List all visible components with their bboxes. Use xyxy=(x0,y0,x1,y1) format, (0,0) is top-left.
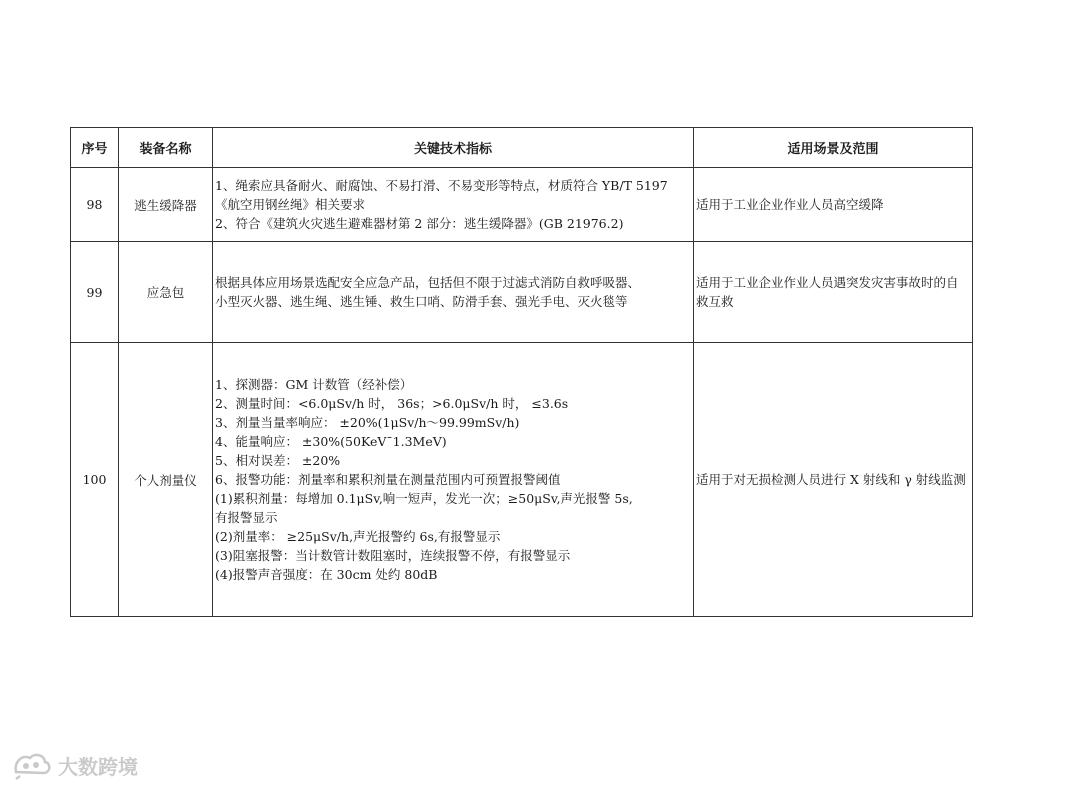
watermark-text: 大数跨境 xyxy=(58,754,138,779)
brand-logo-icon xyxy=(12,750,52,780)
spec-line: 小型灭火器、逃生绳、逃生锤、救生口哨、防滑手套、强光手电、灭火毯等 xyxy=(215,294,628,309)
header-scope: 适用场景及范围 xyxy=(694,128,973,168)
equipment-name: 应急包 xyxy=(119,242,213,343)
spec-line: 3、剂量当量率响应： ±20%(1μSv/h～99.99mSv/h) xyxy=(215,415,520,430)
spec-line: (3)阻塞报警：当计数管计数阻塞时，连续报警不停，有报警显示 xyxy=(215,548,571,563)
equipment-name: 逃生缓降器 xyxy=(119,168,213,242)
table-row xyxy=(71,168,973,242)
scope-cell: 适用于工业企业作业人员遇突发灾害事故时的自救互救 xyxy=(694,242,973,343)
spec-line: 有报警显示 xyxy=(215,510,278,525)
scope-cell: 适用于对无损检测人员进行 X 射线和 γ 射线监测 xyxy=(694,343,973,617)
spec-line: 1、绳索应具备耐火、耐腐蚀、不易打滑、不易变形等特点，材质符合 YB/T 5197 xyxy=(215,178,668,193)
header-key-specs: 关键技术指标 xyxy=(213,128,694,168)
spec-cell xyxy=(213,168,694,242)
spec-line: (2)剂量率： ≥25μSv/h,声光报警约 6s,有报警显示 xyxy=(215,529,501,544)
watermark xyxy=(12,750,138,780)
row-number: 99 xyxy=(71,242,119,343)
spec-line: 根据具体应用场景选配安全应急产品，包括但不限于过滤式消防自救呼吸器、 xyxy=(215,275,641,290)
header-equipment-name: 装备名称 xyxy=(119,128,213,168)
spec-line: 5、相对误差： ±20% xyxy=(215,453,341,468)
equipment-name: 个人剂量仪 xyxy=(119,343,213,617)
spec-line: 《航空用钢丝绳》相关要求 xyxy=(215,197,366,212)
spec-cell xyxy=(213,343,694,617)
equipment-spec-table xyxy=(70,127,973,617)
spec-line: (4)报警声音强度：在 30cm 处约 80dB xyxy=(215,567,438,582)
row-number: 98 xyxy=(71,168,119,242)
table-header-row xyxy=(71,128,973,168)
spec-line: 2、符合《建筑火灾逃生避难器材第 2 部分：逃生缓降器》(GB 21976.2) xyxy=(215,216,624,231)
spec-line: 1、探测器：GM 计数管（经补偿） xyxy=(215,377,413,392)
scope-cell: 适用于工业企业作业人员高空缓降 xyxy=(694,168,973,242)
spec-line: 4、能量响应： ±30%(50KeV¯1.3MeV) xyxy=(215,434,447,449)
table-row xyxy=(71,343,973,617)
spec-line: 6、报警功能：剂量率和累积剂量在测量范围内可预置报警阈值 xyxy=(215,472,561,487)
spec-cell xyxy=(213,242,694,343)
spec-line: (1)累积剂量：每增加 0.1μSv,响一短声，发光一次；≥50μSv,声光报警 5s, xyxy=(215,491,633,506)
spec-line: 2、测量时间：<6.0μSv/h 时， 36s；>6.0μSv/h 时， ≤3.6s xyxy=(215,396,569,411)
table-row xyxy=(71,242,973,343)
header-number: 序号 xyxy=(71,128,119,168)
row-number: 100 xyxy=(71,343,119,617)
